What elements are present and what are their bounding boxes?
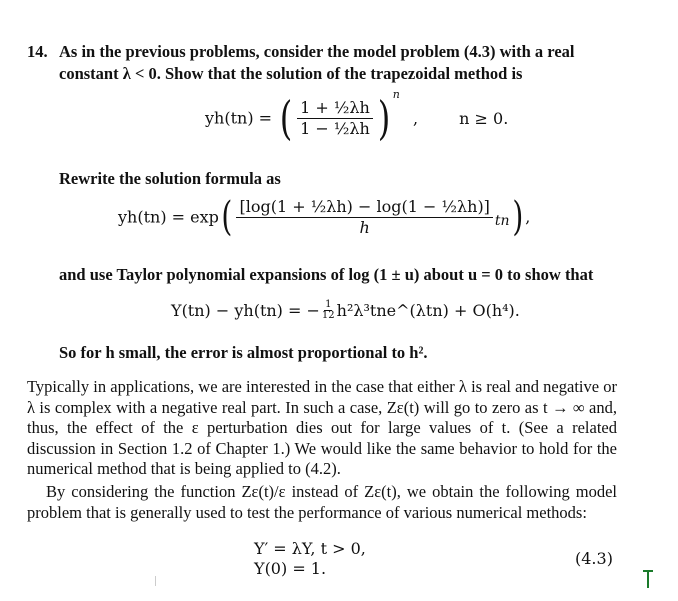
eq1-frac-den: 1 − ½λh	[300, 118, 370, 138]
taylor-text: and use Taylor polynomial expansions of log (1 ± u) about u = 0 to show that	[59, 265, 594, 284]
equation-trapezoidal-solution: yh(tn) = ( $\frac{\text{1 + ½λh}}{\text{1 − ½λh}}$ ) $^n$ , n ≥ 0.	[205, 88, 509, 145]
rewrite-text: Rewrite the solution formula as	[59, 169, 281, 188]
paragraph-applications: Typically in applications, we are interested in the case that either λ is real and negative or λ is complex with a negative real part. In such a case, Zε(t) will go to zero as t → ∞ and, thus, the effect of the ε perturbation dies out for large values of t. (See a related discussion in Section 1.2 of Chapter 1.) We would like the same behavior to hold for the numerical method that is being applied to (4.2).	[27, 377, 617, 479]
eq3-rhs: h²λ³tne^(λtn) + O(h⁴).	[336, 301, 520, 320]
eq2-frac-den: h	[359, 217, 370, 237]
eq1-left-paren: (	[279, 91, 293, 145]
eq1-right-paren: )	[377, 91, 391, 145]
model-line-2: Y(0) = 1.	[254, 559, 327, 578]
eq2-right-paren: )	[511, 194, 523, 240]
equation-label: (4.3)	[575, 549, 613, 568]
problem-number: 14.	[27, 42, 48, 61]
problem-line-1: As in the previous problems, consider the model problem (4.3) with a real	[59, 42, 575, 61]
eq2-fraction	[236, 198, 492, 237]
paragraph-model-problem: By considering the function Zε(t)/ε instead of Zε(t), we obtain the following model problem that is generally used to test the performance of various numerical methods:	[27, 482, 617, 522]
eq1-fraction	[297, 99, 373, 138]
conclusion-text: So for h small, the error is almost proportional to h².	[59, 343, 428, 362]
problem-line-2: constant λ < 0. Show that the solution of the trapezoidal method is	[59, 64, 523, 83]
eq3-lhs: Y(tn) − yh(tn) = −	[171, 301, 320, 320]
equation-exp-form: yh(tn) = exp( $\frac{\text{[log(1 + ½λh) − log(1 − ½λh)]}}{h}$ tn) ,	[118, 194, 531, 240]
model-line-1: Y′ = λY, t > 0,	[254, 539, 366, 558]
text-cursor-icon	[647, 570, 649, 588]
eq1-condition: n ≥ 0.	[459, 108, 509, 128]
eq3-coefficient: $\frac{1}{12}$	[321, 299, 335, 321]
eq2-tail: tn	[494, 213, 510, 229]
scan-mark	[155, 576, 156, 586]
eq2-left-paren: (	[221, 194, 233, 240]
eq1-exponent: n	[392, 88, 400, 102]
eq2-frac-num: [log(1 + ½λh) − log(1 − ½λh)]	[236, 198, 492, 218]
equation-error	[171, 300, 520, 321]
eq2-lhs: yh(tn) = exp	[118, 207, 219, 227]
model-problem-equations	[254, 539, 366, 579]
eq1-lhs: yh(tn) =	[205, 108, 273, 128]
eq1-frac-num: 1 + ½λh	[297, 99, 373, 119]
